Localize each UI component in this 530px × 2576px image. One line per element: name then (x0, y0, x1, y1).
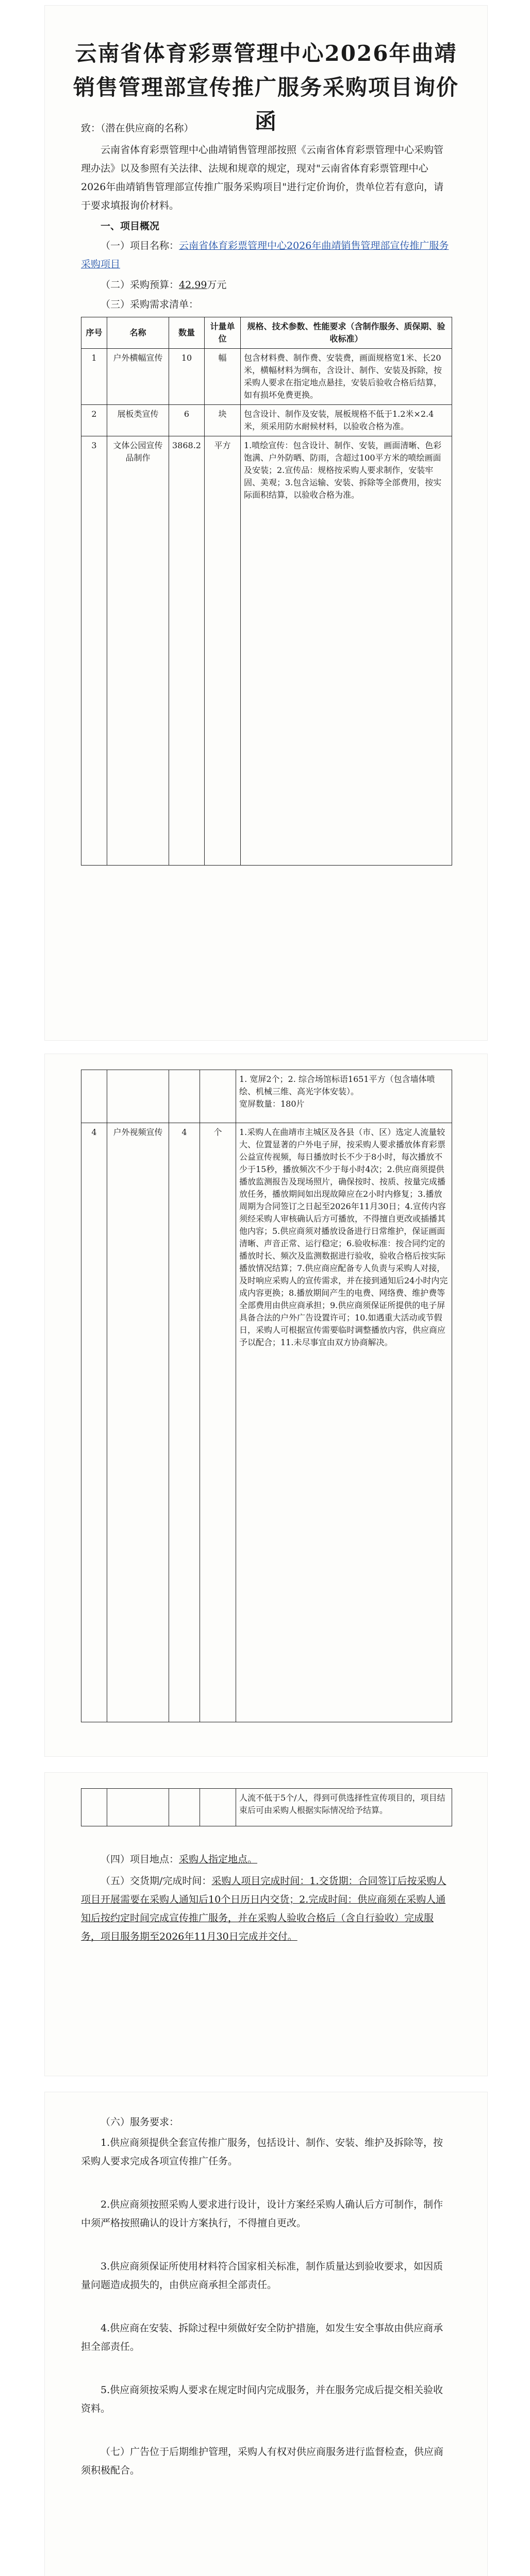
row2-no: 2 (81, 405, 107, 436)
row1-no: 1 (81, 349, 107, 405)
row1-spec: 包含材料费、制作费、安装费，画面规格宽1米、长20米，横幅材料为绸布，含设计、制作、安装及拆除，按采购人要求在指定地点悬挂，安装后验收合格后结算，如有损坏免费更换。 (240, 349, 452, 405)
row3-no: 3 (81, 436, 107, 866)
row3-spec-cont-a: 1. 宽屏2个；2. 综合场馆标语1651平方（包含墙体喷绘、机械三维、高光字体安装）。 (239, 1074, 435, 1096)
header-no: 序号 (81, 317, 107, 349)
row3-spec-continued (236, 1070, 452, 1123)
header-spec: 规格、技术参数、性能要求（含制作服务、质保期、验收标准） (240, 317, 452, 349)
table-row (81, 349, 452, 405)
row3-spec: 1.喷绘宣传：包含设计、制作、安装，画面清晰、色彩饱满、户外防晒、防雨，含超过100平方米的喷绘画面及安装；2.宣传品：规格按采购人要求制作，安装牢固、美观；3.包含运输、安装、拆除等全部费用，按实际面积结算，以验收合格为准。 (240, 436, 452, 866)
budget-unit: 万元 (207, 279, 227, 291)
table-row (81, 405, 452, 436)
demand-table-continued (81, 1070, 452, 1722)
page-4 (44, 2092, 488, 2576)
budget-line (81, 276, 451, 294)
row3-unit: 平方 (204, 436, 240, 866)
row2-unit: 块 (204, 405, 240, 436)
demand-list-heading: （三）采购需求清单： (101, 299, 199, 310)
table-row (81, 436, 452, 866)
page-2 (44, 1054, 488, 1757)
delivery-value: 采购人项目完成时间：1.交货期：合同签订后按采购人项目开展需要在采购人通知后10个日历日内交货；2.完成时间：供应商须在采购人通知后按约定时间完成宣传推广服务，并在采购人验收合格后（含自行验收）完成服务，项目服务期至2026年11月30日完成并交付。 (81, 1875, 446, 1942)
demand-table (81, 317, 452, 866)
project-name-value: 云南省体育彩票管理中心2026年曲靖销售管理部宣传推广服务采购项目 (81, 240, 449, 270)
location-line (81, 1850, 451, 1869)
row1-qty: 10 (169, 349, 205, 405)
budget-label: （二）采购预算： (101, 279, 179, 291)
row2-qty: 6 (169, 405, 205, 436)
delivery-label: （五）交货期/完成时间： (101, 1875, 212, 1887)
page-1 (44, 5, 488, 1041)
row3-name: 文体公园宣传品制作 (107, 436, 169, 866)
row4-qty: 4 (169, 1123, 200, 1722)
row3-qty: 3868.2 (169, 436, 205, 866)
service-req-1: 1.供应商须提供全套宣传推广服务，包括设计、制作、安装、维护及拆除等，按采购人要求完成各项宣传推广任务。 (81, 2137, 443, 2167)
maintenance-line: （七）广告位于后期维护管理，采购人有权对供应商服务进行监督检查，供应商须积极配合。 (81, 2446, 444, 2476)
row4-spec: 1.采购人在曲靖市主城区及各县（市、区）选定人流量较大、位置显著的户外电子屏，按采购人要求播放体育彩票公益宣传视频，每日播放时长不少于8小时，每次播放不少于15秒，播放频次不少于每小时4次；2.供应商须提供播放监测报告及现场照片，确保按时、按质、按量完成播放任务，播放期间如出现故障应在2小时内修复；3.播放周期为合同签订之日起至2026年11月30日；4.宣传内容须经采购人审核确认后方可播放，不得擅自更改或插播其他内容；5.供应商须对播放设备进行日常维护，保证画面清晰、声音正常、运行稳定；6.验收标准：按合同约定的播放时长、频次及监测数据进行验收，验收合格后按实际播放情况结算；7.供应商应配备专人负责与采购人对接，及时响应采购人的宣传需求，并在接到通知后24小时内完成内容更换；8.播放期间产生的电费、网络费、维护费等全部费用由供应商承担；9.供应商须保证所提供的电子屏具备合法的户外广告设置许可；10.如遇重大活动或节假日，采购人可根据宣传需要临时调整播放内容，供应商应予以配合；11.未尽事宜由双方协商解决。 (236, 1123, 452, 1722)
row4-no: 4 (81, 1123, 107, 1722)
row4-unit: 个 (200, 1123, 236, 1722)
header-name: 名称 (107, 317, 169, 349)
table-row (81, 1789, 452, 1826)
service-req-4: 4.供应商在安装、拆除过程中须做好安全防护措施，如发生安全事故由供应商承担全部责任。 (81, 2323, 443, 2352)
page-3 (44, 1772, 488, 2076)
table-row (81, 1123, 452, 1722)
service-req-3: 3.供应商须保证所使用材料符合国家相关标准，制作质量达到验收要求，如因质量问题造成损失的，由供应商承担全部责任。 (81, 2261, 443, 2291)
row1-name: 户外横幅宣传 (107, 349, 169, 405)
location-label: （四）项目地点： (101, 1854, 179, 1865)
budget-value: 42.99 (179, 279, 207, 291)
salutation: 致：（潜在供应商的名称） (81, 123, 194, 134)
service-req-2: 2.供应商须按照采购人要求进行设计，设计方案经采购人确认后方可制作，制作中须严格按照确认的设计方案执行，不得擅自更改。 (81, 2199, 443, 2229)
row2-name: 展板类宣传 (107, 405, 169, 436)
row4-name: 户外视频宣传 (107, 1123, 169, 1722)
section-1-heading: 一、项目概况 (101, 221, 160, 232)
row2-spec: 包含设计、制作及安装，展板规格不低于1.2米×2.4米，须采用防水耐候材料，以验收合格为准。 (240, 405, 452, 436)
location-value: 采购人指定地点。 (179, 1854, 258, 1865)
intro-paragraph: 云南省体育彩票管理中心曲靖销售管理部按照《云南省体育彩票管理中心采购管理办法》以及参照有关法律、法规和规章的规定，现对"云南省体育彩票管理中心2026年曲靖销售管理部宣传推广服务采购项目"进行定价询价，贵单位若有意向，请于要求填报询价材料。 (81, 144, 444, 211)
table-header-row (81, 317, 452, 349)
project-name-line (81, 236, 451, 274)
header-unit: 计量单位 (204, 317, 240, 349)
project-name-label: （一）项目名称： (101, 240, 179, 251)
table-row (81, 1070, 452, 1123)
service-req-5: 5.供应商须按采购人要求在规定时间内完成服务，并在服务完成后提交相关验收资料。 (81, 2384, 443, 2414)
document-title: 云南省体育彩票管理中心2026年曲靖销售管理部宣传推广服务采购项目询价函 (73, 41, 459, 134)
header-qty: 数量 (169, 317, 205, 349)
row3-spec-cont-b: 宽屏数量：180片 (239, 1099, 305, 1109)
row1-unit: 幅 (204, 349, 240, 405)
delivery-line (81, 1872, 451, 1946)
row4-spec-end: 人流不低于5个/人，得到可供选择性宣传项目的，项目结束后可由采购人根据实际情况给予结算。 (236, 1789, 452, 1826)
service-req-heading: （六）服务要求： (101, 2116, 179, 2128)
demand-table-end (81, 1788, 452, 1826)
